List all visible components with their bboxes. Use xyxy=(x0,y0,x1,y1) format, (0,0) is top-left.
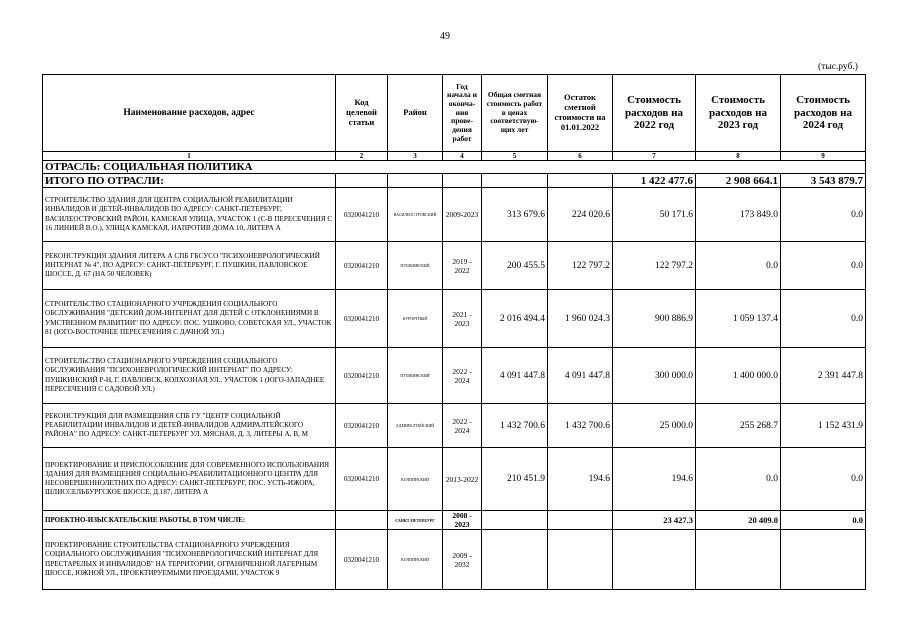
units-label: (тыс.руб.) xyxy=(818,62,858,72)
row-2022: 122 797.2 xyxy=(613,242,696,290)
row-remainder: 122 797.2 xyxy=(548,242,613,290)
empty-cell xyxy=(482,530,548,590)
total-row xyxy=(43,174,866,188)
row-2023: 255 268.7 xyxy=(696,404,781,448)
total-2023: 2 908 664.1 xyxy=(696,174,781,188)
row-remainder: 194.6 xyxy=(548,448,613,511)
design-works-2022: 23 427.3 xyxy=(613,511,696,530)
row-code: 0320041210 xyxy=(336,404,388,448)
row-2024: 1 152 431.9 xyxy=(781,404,866,448)
column-number: 3 xyxy=(388,152,443,161)
row-2023: 0.0 xyxy=(696,448,781,511)
row-2022: 25 000.0 xyxy=(613,404,696,448)
empty-cell xyxy=(482,174,548,188)
header-code: Код целевой статьи xyxy=(336,75,388,152)
header-2024: Стоимость расходов на 2024 год xyxy=(781,75,866,152)
row-2024: 0.0 xyxy=(781,242,866,290)
row-total-cost: 4 091 447.8 xyxy=(482,348,548,404)
header-remainder: Остаток сметной стоимости на 01.01.2022 xyxy=(548,75,613,152)
row-code: 0320041210 xyxy=(336,448,388,511)
row-name: РЕКОНСТРУКЦИЯ ЗДАНИЯ ЛИТЕРА А СПБ ГБСУСО "ПСИХОНЕВРОЛОГИЧЕСКИЙ ИНТЕРНАТ № 4", ПО АДРЕСУ: САНКТ-ПЕТЕРБУРГ, Г. ПУШКИН, ПАВЛОВСКОЕ ШОССЕ, Д. 67 (НА 50 ЧЕЛОВЕК) xyxy=(43,242,336,290)
row-district: КУРОРТНЫЙ xyxy=(388,290,443,348)
empty-cell xyxy=(548,511,613,530)
empty-cell xyxy=(696,530,781,590)
empty-cell xyxy=(548,174,613,188)
row-total-cost: 200 455.5 xyxy=(482,242,548,290)
header-district: Район xyxy=(388,75,443,152)
empty-cell xyxy=(336,174,388,188)
column-number: 5 xyxy=(482,152,548,161)
row-2022: 50 171.6 xyxy=(613,188,696,242)
design-works-2023: 20 409.0 xyxy=(696,511,781,530)
row-district: ПУШКИНСКИЙ xyxy=(388,348,443,404)
empty-cell xyxy=(781,530,866,590)
row-total-cost: 210 451.9 xyxy=(482,448,548,511)
row-code: 0320041210 xyxy=(336,530,388,590)
column-number-row xyxy=(43,152,866,161)
empty-cell xyxy=(443,174,482,188)
row-2023: 173 849.0 xyxy=(696,188,781,242)
row-district: ВАСИЛЕОСТРОВСКИЙ xyxy=(388,188,443,242)
empty-cell xyxy=(613,530,696,590)
table-row xyxy=(43,448,866,511)
budget-table xyxy=(42,74,866,590)
row-remainder: 1 960 024.3 xyxy=(548,290,613,348)
row-2023: 1 059 137.4 xyxy=(696,290,781,348)
row-code: 0320041210 xyxy=(336,290,388,348)
row-remainder: 1 432 700.6 xyxy=(548,404,613,448)
row-years: 2009 - 2032 xyxy=(443,530,482,590)
row-2024: 0.0 xyxy=(781,188,866,242)
row-name: СТРОИТЕЛЬСТВО СТАЦИОНАРНОГО УЧРЕЖДЕНИЯ СОЦИАЛЬНОГО ОБСЛУЖИВАНИЯ "ПСИХОНЕВРОЛОГИЧЕСКИЙ ИНТЕРНАТ" ПО АДРЕСУ: ПУШКИНСКИЙ Р-Н, Г. ПАВЛОВСК, КОЛХОЗНАЯ УЛ., УЧАСТОК 1 (ЮГО-ЗАПАДНЕЕ ПЕРЕСЕЧЕНИЯ С САДОВОЙ УЛ.) xyxy=(43,348,336,404)
row-2022: 194.6 xyxy=(613,448,696,511)
sector-title: ОТРАСЛЬ: СОЦИАЛЬНАЯ ПОЛИТИКА xyxy=(43,161,866,174)
total-label: ИТОГО ПО ОТРАСЛИ: xyxy=(43,174,336,188)
design-works-years: 2008 - 2023 xyxy=(443,511,482,530)
header-total-cost: Общая сметная стоимость работ в ценах соответствую-щих лет xyxy=(482,75,548,152)
row-remainder: 224 020.6 xyxy=(548,188,613,242)
header-name: Наименование расходов, адрес xyxy=(43,75,336,152)
column-number: 1 xyxy=(43,152,336,161)
total-2024: 3 543 879.7 xyxy=(781,174,866,188)
row-2023: 0.0 xyxy=(696,242,781,290)
row-total-cost: 1 432 700.6 xyxy=(482,404,548,448)
design-works-label: ПРОЕКТНО-ИЗЫСКАТЕЛЬСКИЕ РАБОТЫ, В ТОМ ЧИСЛЕ: xyxy=(43,511,336,530)
row-code: 0320041210 xyxy=(336,242,388,290)
column-number: 9 xyxy=(781,152,866,161)
table-row xyxy=(43,404,866,448)
row-2024: 0.0 xyxy=(781,290,866,348)
row-2022: 300 000.0 xyxy=(613,348,696,404)
column-number: 8 xyxy=(696,152,781,161)
row-total-cost: 2 016 494.4 xyxy=(482,290,548,348)
row-2024: 0.0 xyxy=(781,448,866,511)
row-name: ПРОЕКТИРОВАНИЕ СТРОИТЕЛЬСТВА СТАЦИОНАРНОГО УЧРЕЖДЕНИЯ СОЦИАЛЬНОГО ОБСЛУЖИВАНИЯ "ПСИХОНЕВРОЛОГИЧЕСКИЙ ИНТЕРНАТ ДЛЯ ПРЕСТАРЕЛЫХ И ИНВАЛИДОВ" НА ТЕРРИТОРИИ, ОГРАНИЧЕННОЙ ЛАГЕРНЫМ ШОССЕ, ЮЖНОЙ УЛ., ПРОЕКТИРУЕМЫМИ ПРОЕЗДАМИ, УЧАСТОК 9 xyxy=(43,530,336,590)
design-works-row xyxy=(43,511,866,530)
row-district: ПУШКИНСКИЙ xyxy=(388,242,443,290)
sector-row xyxy=(43,161,866,174)
table-row xyxy=(43,188,866,242)
row-2022: 900 886.9 xyxy=(613,290,696,348)
empty-cell xyxy=(388,174,443,188)
design-works-2024: 0.0 xyxy=(781,511,866,530)
row-years: 2013-2022 xyxy=(443,448,482,511)
row-years: 2022 - 2024 xyxy=(443,348,482,404)
header-2022: Стоимость расходов на 2022 год xyxy=(613,75,696,152)
row-code: 0320041210 xyxy=(336,188,388,242)
column-number: 7 xyxy=(613,152,696,161)
table-row xyxy=(43,242,866,290)
row-name: РЕКОНСТРУКЦИЯ ДЛЯ РАЗМЕЩЕНИЯ СПБ ГУ "ЦЕНТР СОЦИАЛЬНОЙ РЕАБИЛИТАЦИИ ИНВАЛИДОВ И ДЕТЕЙ-ИНВАЛИДОВ АДМИРАЛТЕЙСКОГО РАЙОНА" ПО АДРЕСУ: САНКТ-ПЕТЕРБУРГ УЛ. МЯСНАЯ, Д. 3, ЛИТЕРЫ А, В, М xyxy=(43,404,336,448)
empty-cell xyxy=(548,530,613,590)
table-row xyxy=(43,530,866,590)
column-number: 2 xyxy=(336,152,388,161)
row-name: СТРОИТЕЛЬСТВО ЗДАНИЯ ДЛЯ ЦЕНТРА СОЦИАЛЬНОЙ РЕАБИЛИТАЦИИ ИНВАЛИДОВ И ДЕТЕЙ-ИНВАЛИДОВ ПО АДРЕСУ: САНКТ-ПЕТЕРБУРГ, ВАСИЛЕОСТРОВСКИЙ РАЙОН, КАМСКАЯ УЛИЦА, УЧАСТОК 1 (С-В ПЕРЕСЕЧЕНИЯ С 16 ЛИНИЕЙ В.О.), УЛИЦА КАМСКАЯ, НАПРОТИВ ДОМА 10, ЛИТЕРА А xyxy=(43,188,336,242)
row-total-cost: 313 679.6 xyxy=(482,188,548,242)
column-number: 6 xyxy=(548,152,613,161)
table-row xyxy=(43,348,866,404)
row-years: 2009-2023 xyxy=(443,188,482,242)
design-works-district: САНКТ-ПЕТЕРБУРГ xyxy=(388,511,443,530)
row-district: АДМИРАЛТЕЙСКИЙ xyxy=(388,404,443,448)
empty-cell xyxy=(336,511,388,530)
row-2024: 2 391 447.8 xyxy=(781,348,866,404)
row-code: 0320041210 xyxy=(336,348,388,404)
row-years: 2021 - 2023 xyxy=(443,290,482,348)
row-district: КОЛПИНСКИЙ xyxy=(388,530,443,590)
header-years: Год начала и оконча-ния прове-дения работ xyxy=(443,75,482,152)
header-2023: Стоимость расходов на 2023 год xyxy=(696,75,781,152)
row-name: ПРОЕКТИРОВАНИЕ И ПРИСПОСОБЛЕНИЕ ДЛЯ СОВРЕМЕННОГО ИСПОЛЬЗОВАНИЯ ЗДАНИЯ ДЛЯ РАЗМЕЩЕНИЯ СОЦИАЛЬНО-РЕАБИЛИТАЦИОННОГО ЦЕНТРА ДЛЯ НЕСОВЕРШЕННОЛЕТНИХ ПО АДРЕСУ: САНКТ-ПЕТЕРБУРГ, ПОС. УСТЬ-ИЖОРА, ШЛИССЕЛЬБУРГСКОЕ ШОССЕ, Д.187, ЛИТЕРА А xyxy=(43,448,336,511)
total-2022: 1 422 477.6 xyxy=(613,174,696,188)
table-row xyxy=(43,290,866,348)
row-name: СТРОИТЕЛЬСТВО СТАЦИОНАРНОГО УЧРЕЖДЕНИЯ СОЦИАЛЬНОГО ОБСЛУЖИВАНИЯ "ДЕТСКИЙ ДОМ-ИНТЕРНАТ ДЛЯ ДЕТЕЙ С ОТКЛОНЕНИЯМИ В УМСТВЕННОМ РАЗВИТИИ" ПО АДРЕСУ: ПОС. УШКОВО, СОВЕТСКАЯ УЛ., УЧАСТОК 81 (ЮГО-ВОСТОЧНЕЕ ПЕРЕСЕЧЕНИЯ С ДАЧНОЙ УЛ.) xyxy=(43,290,336,348)
row-years: 2022 - 2024 xyxy=(443,404,482,448)
row-2023: 1 400 000.0 xyxy=(696,348,781,404)
header-row xyxy=(43,75,866,152)
row-district: КОЛПИНСКИЙ xyxy=(388,448,443,511)
row-remainder: 4 091 447.8 xyxy=(548,348,613,404)
column-number: 4 xyxy=(443,152,482,161)
page-number: 49 xyxy=(440,31,450,42)
empty-cell xyxy=(482,511,548,530)
row-years: 2019 - 2022 xyxy=(443,242,482,290)
